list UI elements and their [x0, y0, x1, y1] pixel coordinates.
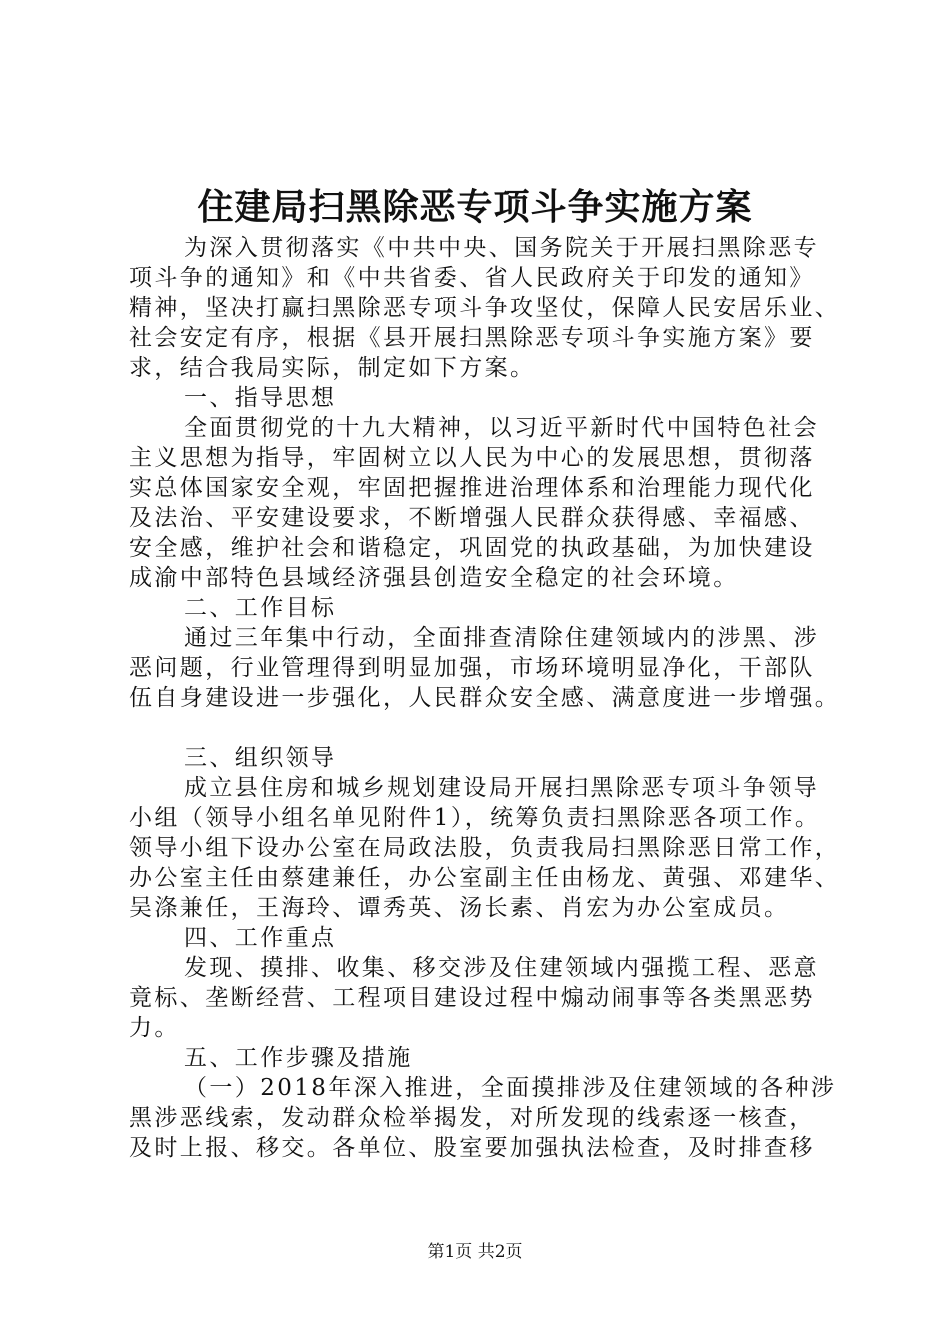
section-heading: 一、指导思想 [184, 385, 337, 411]
paragraph-line: 安全感，维护社会和谐稳定，巩固党的执政基础，为加快建设 [129, 535, 815, 561]
paragraph-line: 吴涤兼任，王海玲、谭秀英、汤长素、肖宏为办公室成员。 [129, 895, 790, 921]
paragraph-line: 办公室主任由蔡建兼任，办公室副主任由杨龙、黄强、邓建华、 [129, 865, 841, 891]
paragraph-line: 为深入贯彻落实《中共中央、国务院关于开展扫黑除恶专 [184, 235, 819, 261]
paragraph-line: 黑涉恶线索，发动群众检举揭发，对所发现的线索逐一核查， [129, 1105, 815, 1131]
paragraph-line: 项斗争的通知》和《中共省委、省人民政府关于印发的通知》 [129, 265, 815, 291]
page-footer: 第1页 共2页 [427, 1242, 523, 1262]
document-title: 住建局扫黑除恶专项斗争实施方案 [197, 186, 753, 228]
document-body [129, 233, 841, 1163]
paragraph-line: 发现、摸排、收集、移交涉及住建领域内强揽工程、恶意 [184, 955, 819, 981]
paragraph-line: 成立县住房和城乡规划建设局开展扫黑除恶专项斗争领导 [184, 775, 819, 801]
paragraph-line: 领导小组下设办公室在局政法股，负责我局扫黑除恶日常工作， [129, 835, 841, 861]
paragraph-line: 实总体国家安全观，牢固把握推进治理体系和治理能力现代化 [129, 475, 815, 501]
section-heading: 四、工作重点 [184, 925, 337, 951]
paragraph-line: 及时上报、移交。各单位、股室要加强执法检查，及时排查移 [129, 1135, 815, 1161]
paragraph-line: 求，结合我局实际，制定如下方案。 [129, 355, 536, 381]
section-heading: 三、组织领导 [184, 745, 337, 771]
section-heading: 五、工作步骤及措施 [184, 1045, 413, 1071]
paragraph-line: 社会安定有序，根据《县开展扫黑除恶专项斗争实施方案》要 [129, 325, 815, 351]
paragraph-line: 成渝中部特色县域经济强县创造安全稳定的社会环境。 [129, 565, 739, 591]
paragraph-line: 伍自身建设进一步强化，人民群众安全感、满意度进一步增强。 [129, 685, 841, 711]
paragraph-line: 小组（领导小组名单见附件1），统筹负责扫黑除恶各项工作。 [129, 805, 821, 831]
blank-line [129, 713, 829, 743]
paragraph-line: 恶问题，行业管理得到明显加强，市场环境明显净化，干部队 [129, 655, 815, 681]
paragraph-line: 及法治、平安建设要求，不断增强人民群众获得感、幸福感、 [129, 505, 815, 531]
paragraph-line: 竟标、垄断经营、工程项目建设过程中煽动闹事等各类黑恶势 [129, 985, 815, 1011]
paragraph-line: 力。 [129, 1015, 180, 1041]
paragraph-line: 全面贯彻党的十九大精神，以习近平新时代中国特色社会 [184, 415, 819, 441]
paragraph-line: 主义思想为指导，牢固树立以人民为中心的发展思想，贯彻落 [129, 445, 815, 471]
paragraph-line: （一）2018年深入推进，全面摸排涉及住建领域的各种涉 [184, 1075, 837, 1101]
paragraph-line: 精神，坚决打赢扫黑除恶专项斗争攻坚仗，保障人民安居乐业、 [129, 295, 841, 321]
section-heading: 二、工作目标 [184, 595, 337, 621]
paragraph-line: 通过三年集中行动，全面排查清除住建领域内的涉黑、涉 [184, 625, 819, 651]
